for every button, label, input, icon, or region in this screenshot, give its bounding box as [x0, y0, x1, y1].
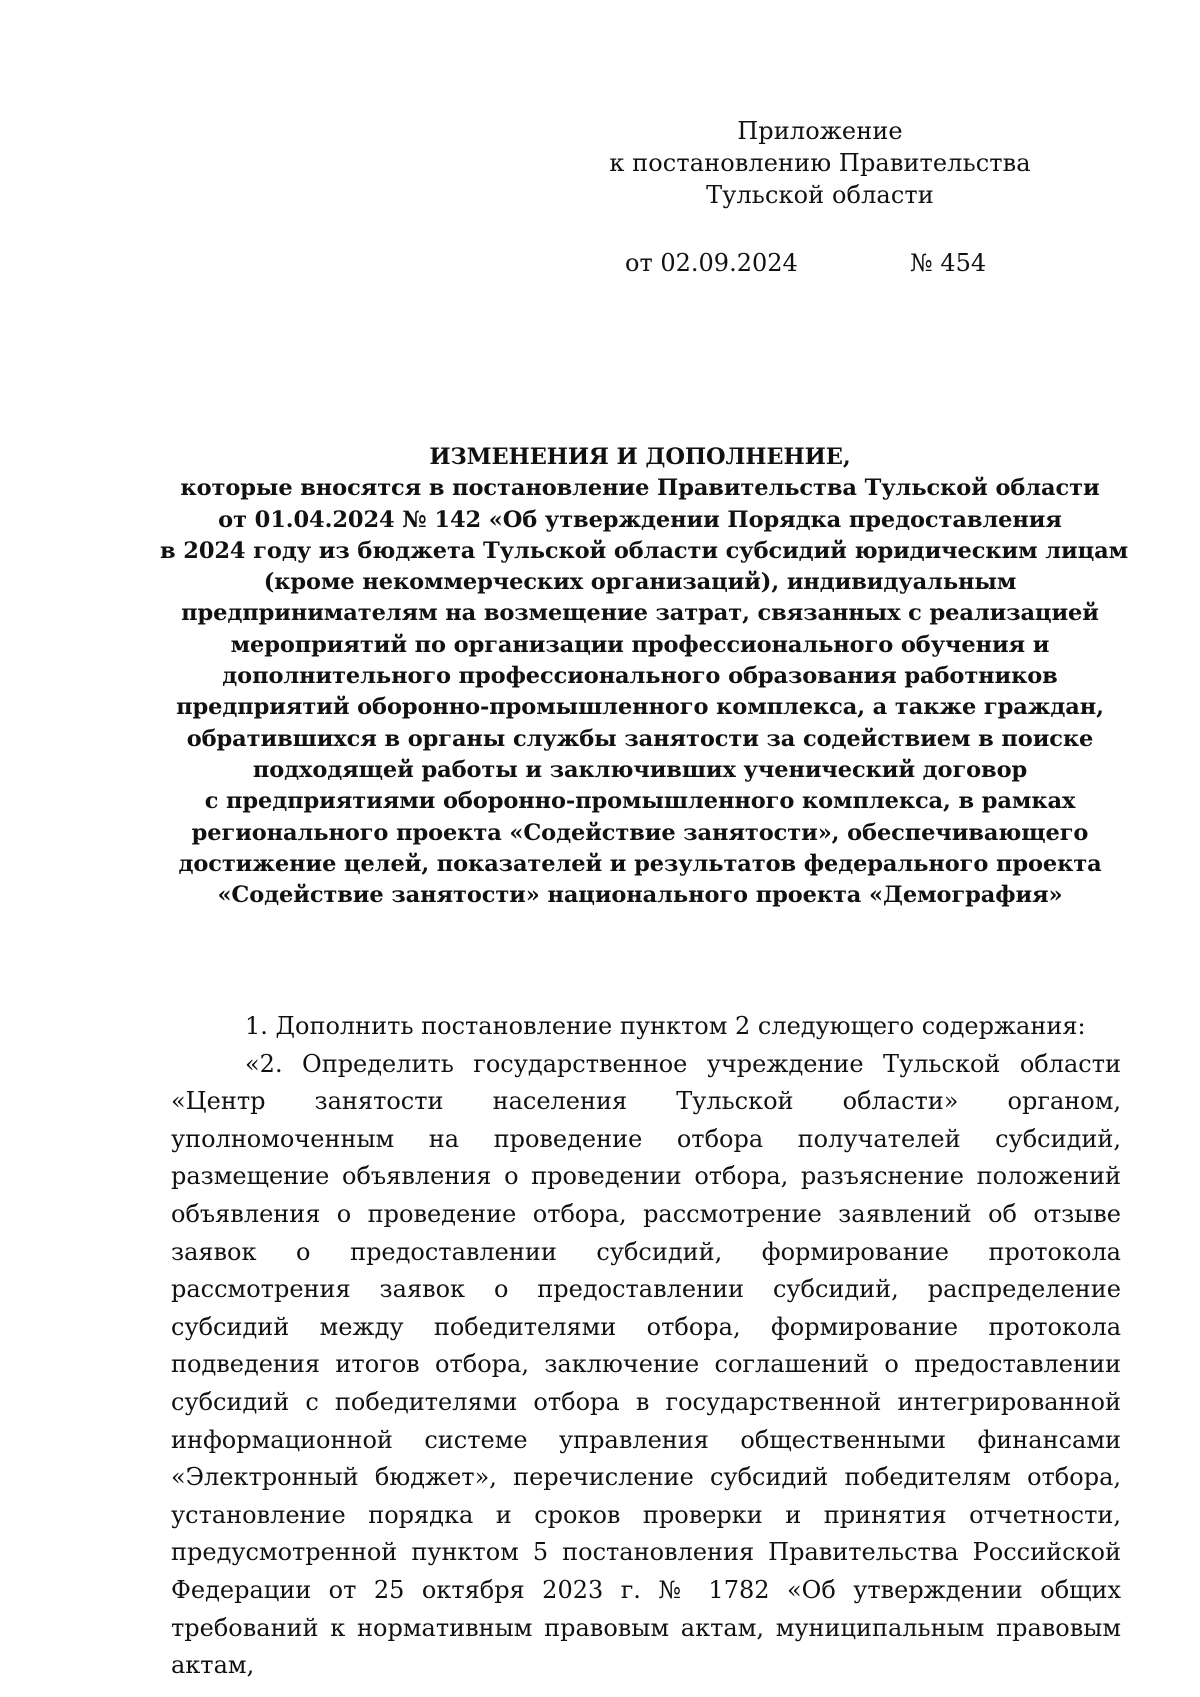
title-line: предпринимателям на возмещение затрат, связанных с реализацией — [181, 600, 1099, 627]
appendix-header — [600, 115, 1040, 211]
appendix-date: от 02.09.2024 — [625, 249, 798, 277]
title-line: в 2024 году из бюджета Тульской области субсидий юридическим лицам — [160, 537, 1129, 564]
title-line: регионального проекта «Содействие занятости», обеспечивающего — [191, 819, 1089, 846]
title-line: дополнительного профессионального образования работников — [222, 663, 1058, 690]
document-title — [160, 442, 1129, 911]
document-body — [171, 1008, 1121, 1685]
title-line: ИЗМЕНЕНИЯ И ДОПОЛНЕНИЕ, — [429, 444, 851, 470]
title-line: предприятий оборонно-промышленного комплекса, а также граждан, — [176, 694, 1104, 721]
title-line: мероприятий по организации профессионального обучения и — [230, 631, 1050, 658]
appendix-resolution-line: к постановлению Правительства — [609, 149, 1031, 177]
title-line: подходящей работы и заключивших ученический договор — [252, 756, 1028, 783]
body-paragraph-1: 1. Дополнить постановление пунктом 2 следующего содержания: — [245, 1012, 1086, 1040]
title-line: от 01.04.2024 № 142 «Об утверждении Порядка предоставления — [218, 506, 1062, 533]
appendix-region-line: Тульской области — [706, 181, 934, 209]
appendix-label: Приложение — [737, 117, 903, 145]
appendix-number: № 454 — [910, 249, 987, 277]
title-line: достижение целей, показателей и результатов федерального проекта — [178, 850, 1102, 877]
title-line: с предприятиями оборонно-промышленного комплекса, в рамках — [204, 788, 1076, 815]
body-paragraph-2: «2. Определить государственное учреждение Тульской области «Центр занятости населения Тульской области» органом, уполномоченным на проведение отбора получателей субсидий, размещение объявления о проведении отбора, разъяснение положений объявления о проведение отбора, рассмотрение заявлений об отзыве заявок о предоставлении субсидий, формирование протокола рассмотрения заявок о предоставлении субсидий, распределение субсидий между победителями отбора, формирование протокола подведения итогов отбора, заключение соглашений о предоставлении субсидий с победителями отбора в государственной интегрированной информационной системе управления общественными финансами «Электронный бюджет», перечисление субсидий победителям отбора, установление порядка и сроков проверки и принятия отчетности, предусмотренной пунктом 5 постановления Правительства Российской Федерации от 25 октября 2023 г. № 1782 «Об утверждении общих требований к нормативным правовым актам, муниципальным правовым актам, — [171, 1049, 1121, 1680]
title-line: «Содействие занятости» национального проекта «Демография» — [217, 882, 1063, 909]
title-line: (кроме некоммерческих организаций), индивидуальным — [263, 569, 1017, 596]
title-line: которые вносятся в постановление Правительства Тульской области — [180, 475, 1100, 502]
title-line: обратившихся в органы службы занятости за содействием в поиске — [186, 725, 1094, 752]
